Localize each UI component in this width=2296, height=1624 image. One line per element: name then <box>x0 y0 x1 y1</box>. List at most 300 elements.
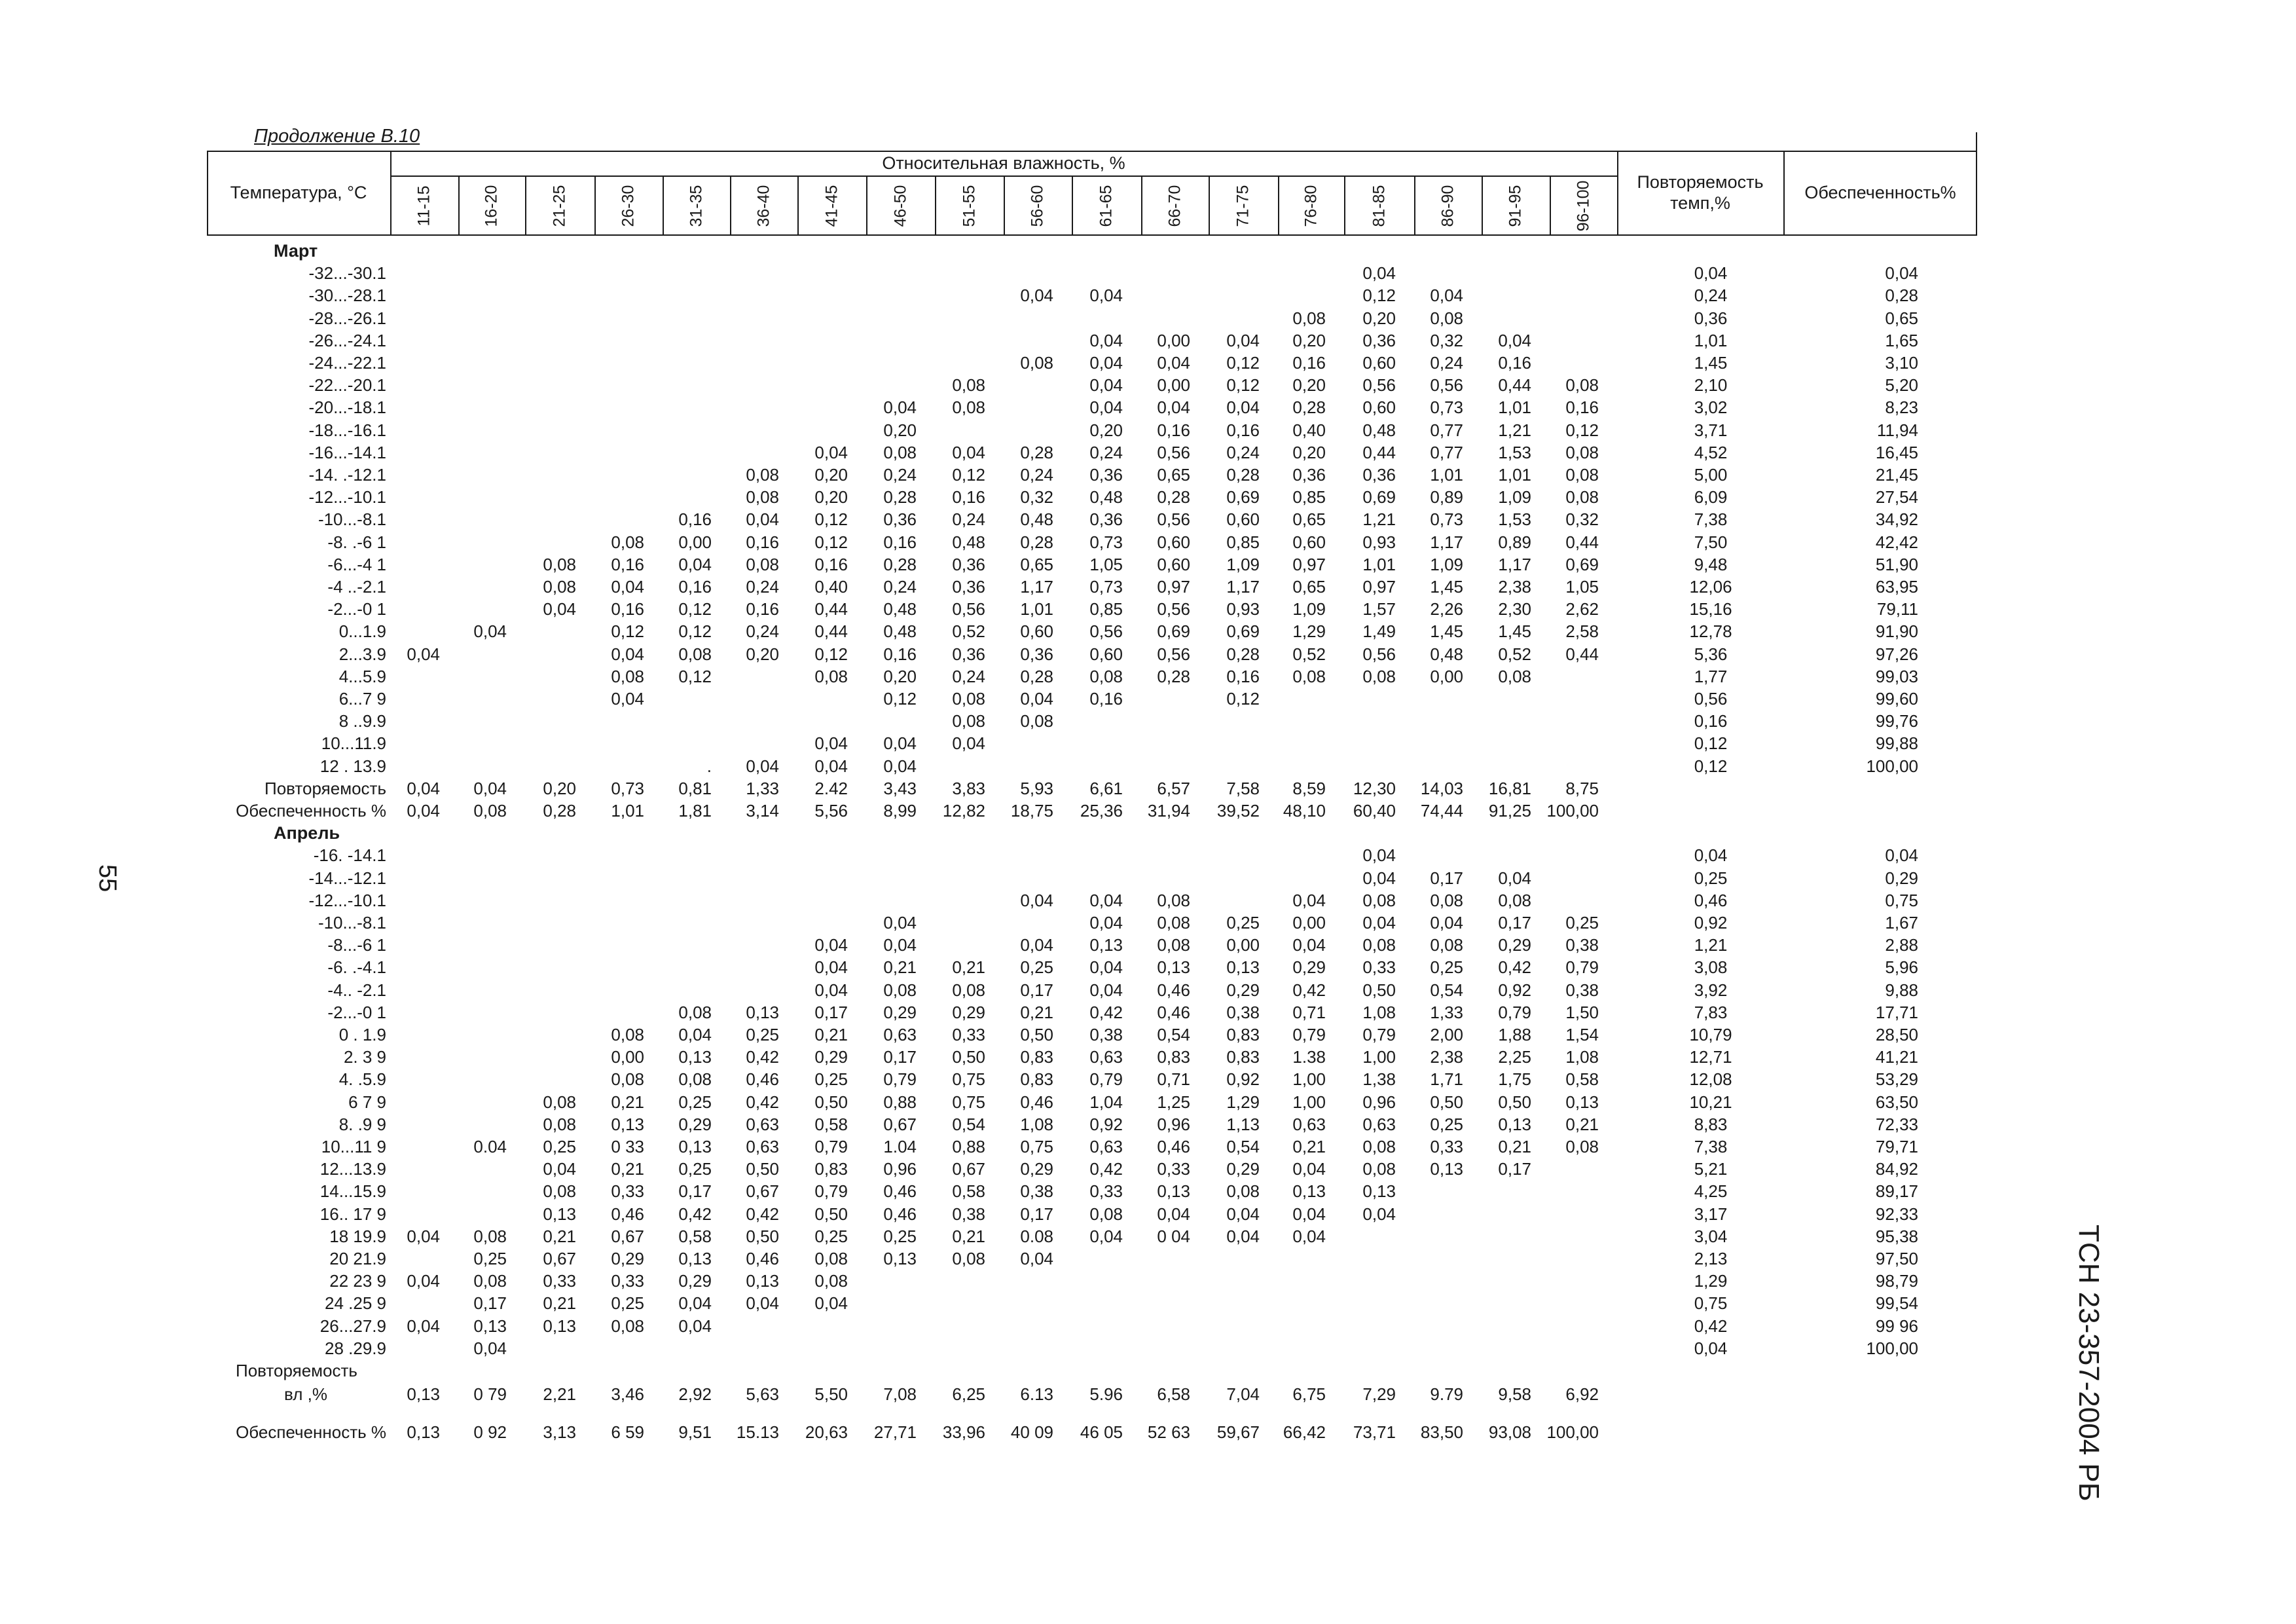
row-humidity-value: 0,36 <box>952 644 985 664</box>
row-humidity-value: 0,04 <box>814 733 848 754</box>
row-humidity-value: 1,05 <box>1565 577 1599 597</box>
row-humidity-value: 0,40 <box>1292 420 1326 440</box>
row-repeatability-value: 12,08 <box>1689 1069 1732 1090</box>
row-humidity-value: 0,85 <box>1292 487 1326 507</box>
row-humidity-value: 1,45 <box>1498 621 1531 642</box>
row-humidity-value: 0,08 <box>611 666 644 686</box>
row-temperature-label: 0...1.9 <box>338 621 386 642</box>
row-humidity-value: 0,17 <box>883 1047 917 1067</box>
row-humidity-value: 0,04 <box>1292 890 1326 910</box>
row-probability-value: 97,50 <box>1875 1249 1918 1268</box>
row-temperature-label: -4 ..-2.1 <box>327 577 386 597</box>
row-humidity-value: 1,57 <box>1362 599 1396 619</box>
row-humidity-value: 14,03 <box>1420 778 1463 798</box>
table-row <box>0 1046 1918 1068</box>
header-humidity-column: 26-30 <box>619 185 638 227</box>
row-humidity-value: 0,58 <box>1565 1069 1599 1090</box>
row-probability-value: 72,33 <box>1875 1114 1918 1134</box>
row-humidity-value: 0,04 <box>746 509 779 530</box>
row-humidity-value: 0,12 <box>883 689 917 709</box>
row-humidity-value: 0,42 <box>1089 1159 1123 1179</box>
row-temperature-label: -30...-28.1 <box>308 286 386 306</box>
row-humidity-value: 0,16 <box>1157 420 1190 440</box>
row-humidity-value: 0,50 <box>1362 980 1396 1000</box>
row-humidity-value: 0,63 <box>746 1137 779 1156</box>
row-humidity-value: 0,08 <box>611 1069 644 1090</box>
row-humidity-value: 0,12 <box>814 509 848 530</box>
row-repeatability-value: 0,04 <box>1694 263 1728 284</box>
table-row <box>0 576 1918 598</box>
row-repeatability-value: 12,06 <box>1689 577 1732 597</box>
row-humidity-value: 0,60 <box>1362 397 1396 418</box>
april-repeatability-value: 5.96 <box>1089 1384 1123 1404</box>
row-humidity-value: 0,42 <box>1292 980 1326 1000</box>
row-humidity-value: 1,17 <box>1498 554 1531 574</box>
row-temperature-label: -10...-8.1 <box>318 509 386 530</box>
row-humidity-value: 0,60 <box>1226 509 1260 530</box>
row-humidity-value: 0,04 <box>1157 397 1190 418</box>
row-humidity-value: 0,04 <box>611 644 644 664</box>
row-humidity-value: 0,13 <box>473 1316 507 1336</box>
row-humidity-value: 0,92 <box>1498 980 1531 1000</box>
row-humidity-value: 0,28 <box>1020 442 1053 462</box>
april-probability-value: 27,71 <box>873 1422 917 1442</box>
row-humidity-value: 0,04 <box>473 621 507 642</box>
row-humidity-value: 1,01 <box>1362 554 1396 574</box>
row-humidity-value: 0,50 <box>746 1159 779 1179</box>
table-row <box>0 598 1918 620</box>
row-humidity-value: 0,04 <box>1292 935 1326 955</box>
row-humidity-value: 0,13 <box>678 1137 712 1156</box>
row-humidity-value: 0,25 <box>1430 957 1463 978</box>
row-humidity-value: 0,65 <box>1157 465 1190 485</box>
row-humidity-value: 8,75 <box>1565 778 1599 798</box>
row-humidity-value: 0,08 <box>1565 487 1599 507</box>
row-humidity-value: 0,56 <box>1157 442 1190 462</box>
row-temperature-label: -28...-26.1 <box>308 308 386 328</box>
row-humidity-value: 1,01 <box>611 801 644 821</box>
row-humidity-value: 0,52 <box>1498 644 1531 664</box>
row-humidity-value: 0,56 <box>1362 375 1396 396</box>
row-humidity-value: 0,04 <box>1226 330 1260 350</box>
row-humidity-value: 0,12 <box>1226 353 1260 373</box>
table-row <box>0 352 1918 374</box>
row-repeatability-value: 1,21 <box>1694 935 1728 955</box>
row-humidity-value: 0,16 <box>1226 420 1260 440</box>
row-humidity-value: 0,13 <box>883 1249 917 1268</box>
row-humidity-value: 2,38 <box>1430 1047 1463 1067</box>
row-temperature-label: 6 7 9 <box>348 1092 386 1112</box>
row-humidity-value: 0,08 <box>1157 890 1190 910</box>
row-humidity-value: 0,79 <box>883 1069 917 1090</box>
row-humidity-value: 0,04 <box>1157 1204 1190 1224</box>
april-repeatability-value: 2,21 <box>543 1384 576 1404</box>
row-humidity-value: 0,04 <box>814 957 848 978</box>
april-probability-value: 9,51 <box>678 1422 712 1442</box>
row-humidity-value: 0,58 <box>952 1181 985 1202</box>
row-humidity-value: 0,48 <box>952 532 985 552</box>
row-humidity-value: 0,33 <box>1362 957 1396 978</box>
row-probability-value: 0,75 <box>1885 890 1918 910</box>
row-repeatability-value: 0,92 <box>1694 913 1728 932</box>
april-probability-value: 15.13 <box>736 1422 779 1442</box>
row-probability-value: 53,29 <box>1875 1069 1918 1090</box>
row-humidity-value: 0,65 <box>1020 554 1053 574</box>
row-humidity-value: 0,28 <box>1020 532 1053 552</box>
header-humidity-column: 36-40 <box>754 185 773 227</box>
row-probability-value: 98,79 <box>1875 1271 1918 1291</box>
row-humidity-value: 2,26 <box>1430 599 1463 619</box>
row-humidity-value: 0,04 <box>1020 890 1053 910</box>
row-humidity-value: 0,08 <box>1430 890 1463 910</box>
row-humidity-value: 0,08 <box>1498 890 1531 910</box>
row-humidity-value: 0,44 <box>1498 375 1531 396</box>
header-humidity-column: 71-75 <box>1233 185 1252 227</box>
row-humidity-value: . <box>706 756 712 776</box>
row-humidity-value: 0,00 <box>611 1047 644 1067</box>
april-probability-value: 100,00 <box>1546 1422 1599 1442</box>
row-humidity-value: 0,63 <box>746 1114 779 1134</box>
row-humidity-value: 0,08 <box>1362 666 1396 686</box>
row-temperature-label: -2...-0 1 <box>327 599 386 619</box>
row-probability-value: 21,45 <box>1875 465 1918 485</box>
row-probability-value: 11,94 <box>1876 420 1918 440</box>
row-humidity-value: 0,04 <box>543 1159 576 1179</box>
row-humidity-value: 0,13 <box>611 1114 644 1134</box>
row-humidity-value: 6,61 <box>1089 778 1123 798</box>
row-humidity-value: 0,13 <box>543 1316 576 1336</box>
row-humidity-value: 3,83 <box>952 778 985 798</box>
row-humidity-value: 0,60 <box>1157 532 1190 552</box>
row-humidity-value: 0,83 <box>1226 1047 1260 1067</box>
row-humidity-value: 0,36 <box>1020 644 1053 664</box>
row-humidity-value: 0,75 <box>1020 1137 1053 1156</box>
april-probability-value: 40 09 <box>1010 1422 1053 1442</box>
header-humidity-column: 21-25 <box>550 185 569 227</box>
row-repeatability-value: 3,08 <box>1694 957 1728 978</box>
header-humidity-column: 96-100 <box>1573 180 1592 231</box>
row-humidity-value: 0,13 <box>678 1047 712 1067</box>
row-humidity-value: 1,01 <box>1020 599 1053 619</box>
row-humidity-value: 0,36 <box>1292 465 1326 485</box>
row-probability-value: 63,50 <box>1875 1092 1918 1112</box>
row-humidity-value: 0,04 <box>407 778 440 798</box>
row-humidity-value: 0,24 <box>952 509 985 530</box>
row-temperature-label: -16. -14.1 <box>313 845 386 866</box>
row-humidity-value: 1,81 <box>678 801 712 821</box>
row-humidity-value: 0,46 <box>1020 1092 1053 1112</box>
row-humidity-value: 0,33 <box>1157 1159 1190 1179</box>
row-humidity-value: 0,04 <box>814 980 848 1000</box>
table-row <box>0 889 1918 912</box>
row-humidity-value: 0,29 <box>1226 1159 1260 1179</box>
row-probability-value: 0,28 <box>1885 286 1918 306</box>
row-humidity-value: 0,16 <box>1565 397 1599 418</box>
row-humidity-value: 0,08 <box>678 1069 712 1090</box>
row-humidity-value: 0,13 <box>1292 1181 1326 1202</box>
row-humidity-value: 0,04 <box>952 442 985 462</box>
row-humidity-value: 0,08 <box>678 1002 712 1022</box>
row-humidity-value: 0,04 <box>473 1338 507 1358</box>
row-probability-value: 34,92 <box>1875 509 1918 530</box>
row-humidity-value: 0,12 <box>1226 689 1260 709</box>
row-humidity-value: 0,04 <box>1089 890 1123 910</box>
row-probability-value: 63,95 <box>1875 577 1918 597</box>
row-humidity-value: 0,16 <box>678 577 712 597</box>
table-row <box>0 688 1918 710</box>
row-humidity-value: 0,50 <box>814 1092 848 1112</box>
row-probability-value: 28,50 <box>1875 1025 1918 1044</box>
row-humidity-value: 0,17 <box>1498 1159 1531 1179</box>
row-humidity-value: 0,33 <box>1089 1181 1123 1202</box>
row-humidity-value: 18,75 <box>1010 801 1053 821</box>
row-humidity-value: 0,24 <box>746 621 779 642</box>
row-humidity-value: 0,44 <box>1362 442 1396 462</box>
row-temperature-label: -24...-22.1 <box>308 353 386 373</box>
row-humidity-value: 0,50 <box>1498 1092 1531 1112</box>
row-probability-value: 0,04 <box>1885 263 1918 284</box>
row-humidity-value: 0,21 <box>1498 1137 1531 1156</box>
row-humidity-value: 0,04 <box>1362 1204 1396 1224</box>
row-humidity-value: 0,56 <box>1430 375 1463 396</box>
row-humidity-value: 0.08 <box>1020 1226 1053 1246</box>
april-repeatability-value: 5,50 <box>814 1384 848 1404</box>
row-humidity-value: 0,16 <box>746 599 779 619</box>
header-bottom-border <box>207 234 1977 236</box>
row-humidity-value: 0,71 <box>1157 1069 1190 1090</box>
row-humidity-value: 0,25 <box>678 1092 712 1112</box>
row-humidity-value: 0,25 <box>1565 913 1599 932</box>
row-humidity-value: 0,42 <box>746 1092 779 1112</box>
row-humidity-value: 0,08 <box>746 487 779 507</box>
row-humidity-value: 0,56 <box>1157 509 1190 530</box>
header-humidity-column: 16-20 <box>482 185 501 227</box>
row-repeatability-value: 0,75 <box>1694 1293 1728 1314</box>
april-repeatability-value: 9,58 <box>1498 1384 1531 1404</box>
row-humidity-value: 1,08 <box>1362 1002 1396 1022</box>
row-temperature-label: 18 19.9 <box>329 1226 386 1246</box>
row-temperature-label: -32...-30.1 <box>308 263 386 284</box>
row-humidity-value: 0,21 <box>883 957 917 978</box>
header-probability: Обеспеченность% <box>1804 182 1956 202</box>
row-repeatability-value: 7,50 <box>1694 532 1728 552</box>
row-humidity-value: 0,24 <box>952 666 985 686</box>
row-probability-value: 0,29 <box>1885 868 1918 888</box>
row-humidity-value: 0,28 <box>1157 487 1190 507</box>
row-humidity-value: 0,20 <box>1089 420 1123 440</box>
row-humidity-value: 1,33 <box>1430 1002 1463 1022</box>
row-temperature-label: 0 . 1.9 <box>338 1025 386 1044</box>
row-humidity-value: 0,56 <box>1157 644 1190 664</box>
row-humidity-value: 0,17 <box>473 1293 507 1314</box>
row-humidity-value: 0,81 <box>678 778 712 798</box>
row-humidity-value: 0,04 <box>1362 868 1396 888</box>
row-repeatability-value: 15,16 <box>1689 599 1732 619</box>
row-temperature-label: 10...11.9 <box>321 733 386 754</box>
row-humidity-value: 0,54 <box>1226 1137 1260 1156</box>
row-humidity-value: 0,04 <box>1089 913 1123 932</box>
row-humidity-value: 0,60 <box>1089 644 1123 664</box>
row-temperature-label: -20...-18.1 <box>308 397 386 418</box>
header-right-border <box>1976 132 1977 234</box>
row-humidity-value: 0,20 <box>746 644 779 664</box>
row-humidity-value: 0,08 <box>952 711 985 731</box>
row-humidity-value: 0,28 <box>1226 644 1260 664</box>
table-row <box>0 665 1918 688</box>
row-humidity-value: 0,04 <box>1292 1159 1326 1179</box>
row-humidity-value: 0,16 <box>1089 689 1123 709</box>
table-row <box>0 1135 1918 1158</box>
row-humidity-value: 0,16 <box>611 599 644 619</box>
row-humidity-value: 0,25 <box>1020 957 1053 978</box>
april-repeatability-label-1: Повторяемость <box>236 1361 357 1380</box>
row-humidity-value: 0,24 <box>1020 465 1053 485</box>
row-humidity-value: 0,69 <box>1226 621 1260 642</box>
row-humidity-value: 0,77 <box>1430 420 1463 440</box>
row-probability-value: 99,54 <box>1875 1293 1918 1314</box>
april-repeatability-row <box>0 1383 1833 1405</box>
april-probability-label: Обеспеченность % <box>236 1422 386 1442</box>
header-humidity-column: 46-50 <box>890 185 909 227</box>
table-row <box>0 755 1918 777</box>
row-humidity-value: 39,52 <box>1216 801 1260 821</box>
table-row <box>0 1225 1918 1247</box>
row-humidity-value: 0,75 <box>952 1092 985 1112</box>
row-humidity-value: 0,13 <box>1226 957 1260 978</box>
row-humidity-value: 0,33 <box>543 1271 576 1291</box>
april-repeatability-value: 6,75 <box>1292 1384 1326 1404</box>
row-humidity-value: 1,17 <box>1020 577 1053 597</box>
row-temperature-label: Повторяемость <box>264 778 386 798</box>
row-humidity-value: 0,04 <box>543 599 576 619</box>
row-repeatability-value: 0,24 <box>1694 286 1728 306</box>
row-humidity-value: 0,83 <box>1226 1025 1260 1044</box>
row-humidity-value: 0,28 <box>883 554 917 574</box>
row-probability-value: 99 96 <box>1875 1316 1918 1336</box>
row-temperature-label: -8...-6 1 <box>327 935 386 955</box>
table-header <box>207 151 1977 236</box>
row-humidity-value: 0,88 <box>883 1092 917 1112</box>
row-probability-value: 5,20 <box>1885 375 1918 396</box>
row-humidity-value: 0,08 <box>1565 465 1599 485</box>
row-humidity-value: 2,38 <box>1498 577 1531 597</box>
row-humidity-value: 0,08 <box>543 554 576 574</box>
row-humidity-value: 0,08 <box>543 1181 576 1202</box>
row-humidity-value: 91,25 <box>1488 801 1531 821</box>
row-humidity-value: 0,50 <box>1020 1025 1053 1044</box>
row-humidity-value: 0,38 <box>1565 935 1599 955</box>
row-humidity-value: 0,17 <box>1430 868 1463 888</box>
row-humidity-value: 1,53 <box>1498 442 1531 462</box>
row-humidity-value: 1,09 <box>1430 554 1463 574</box>
row-humidity-value: 1,00 <box>1362 1047 1396 1067</box>
row-humidity-value: 0,28 <box>1226 465 1260 485</box>
row-humidity-value: 0,13 <box>1565 1092 1599 1112</box>
row-humidity-value: 1,13 <box>1226 1114 1260 1134</box>
row-humidity-value: 0,20 <box>814 465 848 485</box>
row-probability-value: 89,17 <box>1875 1181 1918 1202</box>
row-humidity-value: 1.04 <box>883 1137 917 1156</box>
row-humidity-value: 1,01 <box>1498 397 1531 418</box>
row-humidity-value: 0,89 <box>1498 532 1531 552</box>
row-humidity-value: 0,04 <box>1089 980 1123 1000</box>
row-probability-value: 91,90 <box>1875 621 1918 642</box>
row-humidity-value: 0,36 <box>1362 465 1396 485</box>
row-humidity-value: 1,54 <box>1565 1025 1599 1044</box>
row-humidity-value: 0,08 <box>678 644 712 664</box>
row-humidity-value: 0,16 <box>883 644 917 664</box>
row-temperature-label: 4. .5.9 <box>338 1069 386 1090</box>
row-temperature-label: -12...-10.1 <box>308 487 386 507</box>
row-humidity-value: 0,04 <box>407 1271 440 1291</box>
row-humidity-value: 0,40 <box>814 577 848 597</box>
table-row <box>0 1001 1918 1024</box>
row-probability-value: 1,67 <box>1885 913 1918 932</box>
row-probability-value: 84,92 <box>1875 1159 1918 1179</box>
row-temperature-label: 22 23 9 <box>329 1271 386 1291</box>
row-humidity-value: 0,04 <box>1089 957 1123 978</box>
table-row <box>0 486 1918 508</box>
row-humidity-value: 0,63 <box>1089 1137 1123 1156</box>
april-repeatability-value: 0 79 <box>473 1384 507 1404</box>
row-humidity-value: 0,04 <box>1089 397 1123 418</box>
row-humidity-value: 0,25 <box>1430 1114 1463 1134</box>
april-repeatability-value: 2,92 <box>678 1384 712 1404</box>
table-row <box>0 867 1918 889</box>
row-humidity-value: 0,04 <box>1362 913 1396 932</box>
row-humidity-value: 0,20 <box>814 487 848 507</box>
row-humidity-value: 0,83 <box>1157 1047 1190 1067</box>
row-humidity-value: 0,08 <box>1565 442 1599 462</box>
row-probability-value: 17,71 <box>1875 1002 1918 1022</box>
row-repeatability-value: 0,56 <box>1694 689 1728 709</box>
row-repeatability-value: 5,36 <box>1694 644 1728 664</box>
row-humidity-value: 0,08 <box>814 1271 848 1291</box>
row-humidity-value: 0,97 <box>1292 554 1326 574</box>
row-humidity-value: 8,59 <box>1292 778 1326 798</box>
row-humidity-value: 0,13 <box>1498 1114 1531 1134</box>
row-temperature-label: 26...27.9 <box>319 1316 386 1336</box>
row-humidity-value: 0,97 <box>1157 577 1190 597</box>
row-repeatability-value: 1,45 <box>1694 353 1728 373</box>
table-row <box>0 732 1918 754</box>
row-humidity-value: 0,25 <box>1226 913 1260 932</box>
row-humidity-value: 0,20 <box>883 420 917 440</box>
row-humidity-value: 0,08 <box>1089 1204 1123 1224</box>
row-humidity-value: 0,79 <box>1089 1069 1123 1090</box>
row-humidity-value: 1,45 <box>1430 621 1463 642</box>
row-humidity-value: 0,24 <box>746 577 779 597</box>
row-humidity-value: 1,09 <box>1226 554 1260 574</box>
header-humidity-column: 81-85 <box>1369 185 1388 227</box>
row-probability-value: 5,96 <box>1885 957 1918 978</box>
row-humidity-value: 0,04 <box>1362 845 1396 866</box>
row-humidity-value: 0,25 <box>814 1226 848 1246</box>
row-humidity-value: 0,75 <box>952 1069 985 1090</box>
row-repeatability-value: 1,01 <box>1694 330 1728 350</box>
row-humidity-value: 1,04 <box>1089 1092 1123 1112</box>
row-humidity-value: 0,04 <box>1292 1226 1326 1246</box>
row-humidity-value: 1,00 <box>1292 1092 1326 1112</box>
row-humidity-value: 1,01 <box>1430 465 1463 485</box>
table-row <box>0 441 1918 464</box>
row-humidity-value: 0,04 <box>952 733 985 754</box>
row-humidity-value: 0,85 <box>1226 532 1260 552</box>
row-humidity-value: 0,25 <box>746 1025 779 1044</box>
row-humidity-value: 0,60 <box>1020 621 1053 642</box>
row-humidity-value: 0,65 <box>1292 577 1326 597</box>
row-humidity-value: 0,12 <box>678 666 712 686</box>
